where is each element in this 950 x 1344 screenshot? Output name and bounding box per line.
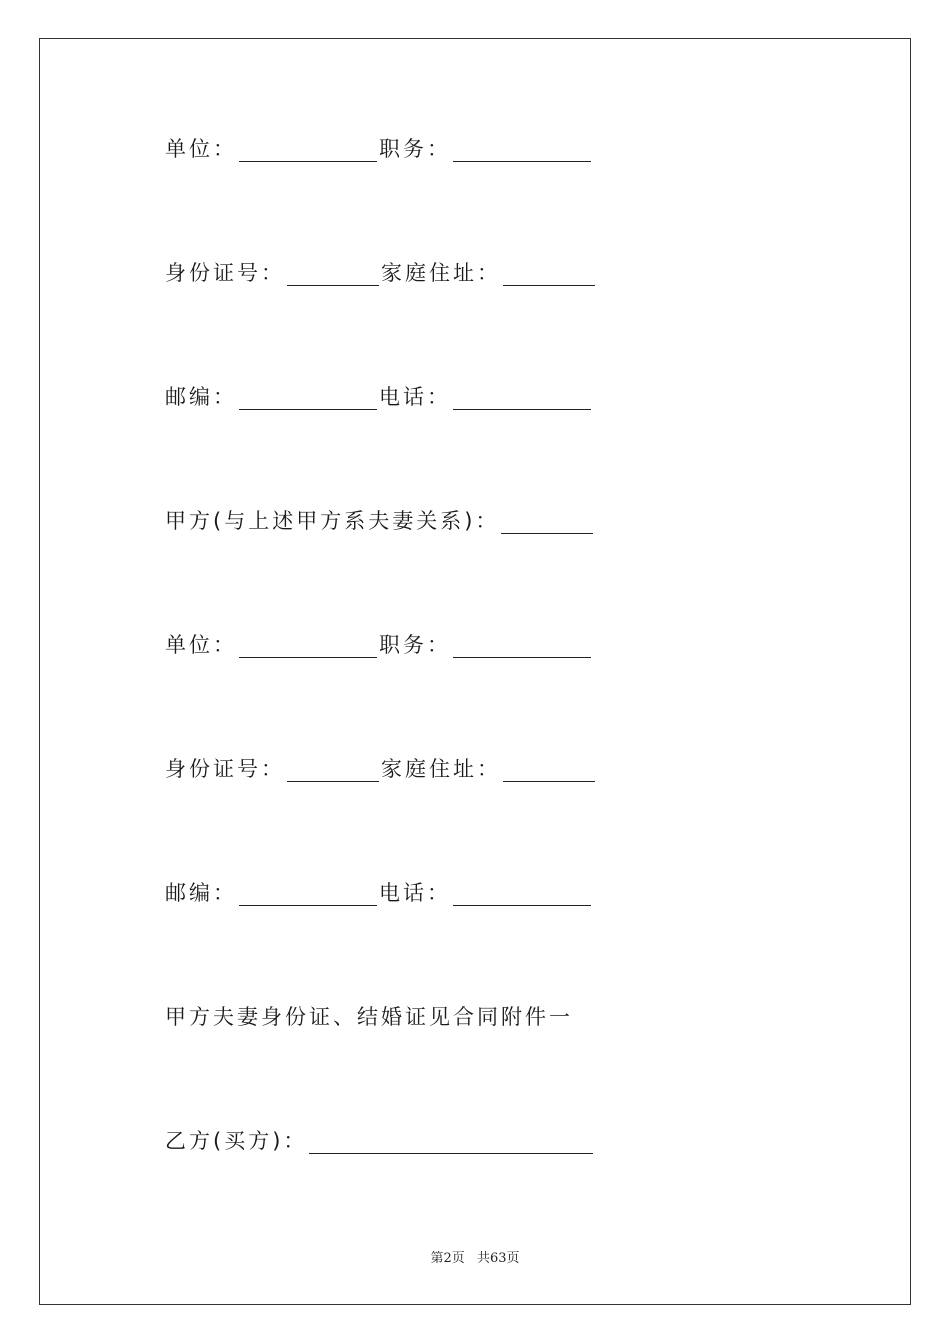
id-address-line <box>165 256 597 286</box>
party-b-line <box>165 1124 595 1154</box>
page-border <box>39 38 911 1305</box>
zip-phone-line <box>165 380 593 410</box>
zip-blank[interactable] <box>239 885 377 906</box>
position-label: 职务： <box>379 633 451 657</box>
position-label: 职务： <box>379 137 451 161</box>
unit-blank[interactable] <box>239 637 377 658</box>
page-number: 第2页 <box>430 1251 465 1266</box>
zip-label: 邮编： <box>165 385 237 409</box>
attachment-note: 甲方夫妻身份证、结婚证见合同附件一 <box>165 1005 573 1029</box>
address-blank[interactable] <box>503 265 595 286</box>
phone-label: 电话： <box>379 881 451 905</box>
id-blank[interactable] <box>287 265 379 286</box>
zip-phone-line-2 <box>165 876 593 906</box>
party-a-spouse-blank[interactable] <box>501 513 593 534</box>
zip-label: 邮编： <box>165 881 237 905</box>
attachment-note-line <box>165 1000 573 1030</box>
address-blank[interactable] <box>503 761 595 782</box>
id-label: 身份证号： <box>165 261 285 285</box>
address-label: 家庭住址： <box>381 261 501 285</box>
party-b-label: 乙方(买方)： <box>165 1129 308 1153</box>
page-footer <box>0 1247 950 1266</box>
party-a-spouse-line <box>165 504 595 534</box>
unit-label: 单位： <box>165 137 237 161</box>
party-a-spouse-label: 甲方(与上述甲方系夫妻关系)： <box>165 509 500 533</box>
id-blank[interactable] <box>287 761 379 782</box>
unit-position-line-2 <box>165 628 593 658</box>
unit-blank[interactable] <box>239 141 377 162</box>
id-address-line-2 <box>165 752 597 782</box>
unit-position-line <box>165 132 593 162</box>
phone-blank[interactable] <box>453 389 591 410</box>
zip-blank[interactable] <box>239 389 377 410</box>
position-blank[interactable] <box>453 637 591 658</box>
page-total: 共63页 <box>476 1251 520 1266</box>
id-label: 身份证号： <box>165 757 285 781</box>
party-b-blank[interactable] <box>309 1133 593 1154</box>
phone-blank[interactable] <box>453 885 591 906</box>
phone-label: 电话： <box>379 385 451 409</box>
address-label: 家庭住址： <box>381 757 501 781</box>
position-blank[interactable] <box>453 141 591 162</box>
unit-label: 单位： <box>165 633 237 657</box>
